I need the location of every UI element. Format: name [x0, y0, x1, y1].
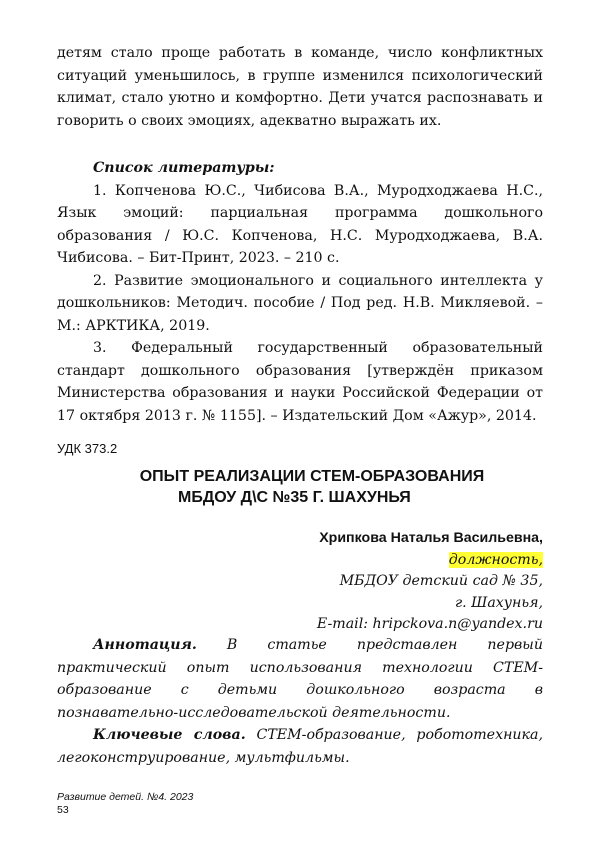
page-number: 53: [57, 804, 69, 816]
article-body: [57, 42, 543, 427]
article-title-line-1: ОПЫТ РЕАЛИЗАЦИИ СТЕМ-ОБРАЗОВАНИЯ: [139, 468, 485, 485]
reference-item: 2. Развитие эмоционального и социального интеллекта у дошкольников: Методич. пособие / Под ред. Н.В. Микляевой. – М.: АРКТИКА, 2019.: [57, 272, 543, 334]
references-title: Список литературы:: [93, 160, 275, 176]
abstract: [57, 634, 543, 724]
journal-name: Развитие детей. №4. 2023: [57, 791, 194, 803]
author-email: E-mail: hripckova.n@yandex.ru: [316, 616, 543, 632]
author-name: Хрипкова Наталья Васильевна,: [319, 530, 543, 546]
article-title-line-2: МБДОУ Д\С №35 Г. ШАХУНЬЯ: [178, 489, 411, 506]
article-title: [57, 466, 543, 508]
reference-item: 1. Копченова Ю.С., Чибисова В.А., Муродходжаева Н.С., Язык эмоций: парциальная программа дошкольного образования / Ю.С. Копченова, Н.С. Муродходжаева, В.А. Чибисова. – Бит-Принт, 2023. – 210 с.: [57, 182, 543, 266]
author-city: г. Шахунья,: [454, 594, 543, 611]
abstract-text: В статье представлен первый практический опыт использования технологии СТЕМ-образование с детьми дошкольного возраста в познавательно-исследовательской деятельности.: [57, 637, 543, 721]
abstract-label: Аннотация.: [93, 637, 197, 653]
keywords-label: Ключевые слова.: [93, 727, 246, 743]
keywords-text: СТЕМ-образование, робототехника, легоконструирование, мультфильмы.: [57, 727, 543, 766]
author-position: должность,: [448, 551, 543, 568]
reference-item: 3. Федеральный государственный образовательный стандарт дошкольного образования [утверждён приказом Министерства образования и науки Российской Федерации от 17 октября 2013 г. № 1155]. – Издательский Дом «Ажур», 2014.: [57, 340, 543, 424]
keywords: [57, 724, 543, 769]
author-organization: МБДОУ детский сад № 35,: [339, 573, 543, 589]
abstract-section: [57, 634, 543, 769]
page-footer: [57, 791, 193, 817]
intro-paragraph: детям стало проще работать в команде, число конфликтных ситуаций уменьшилось, в группе изменился психологический климат, стало уютно и комфортно. Дети учатся распознавать и говорить о своих эмоциях, адекватно выражать их.: [57, 45, 543, 129]
author-block: [317, 528, 543, 636]
udk-code: УДК 373.2: [57, 441, 118, 456]
